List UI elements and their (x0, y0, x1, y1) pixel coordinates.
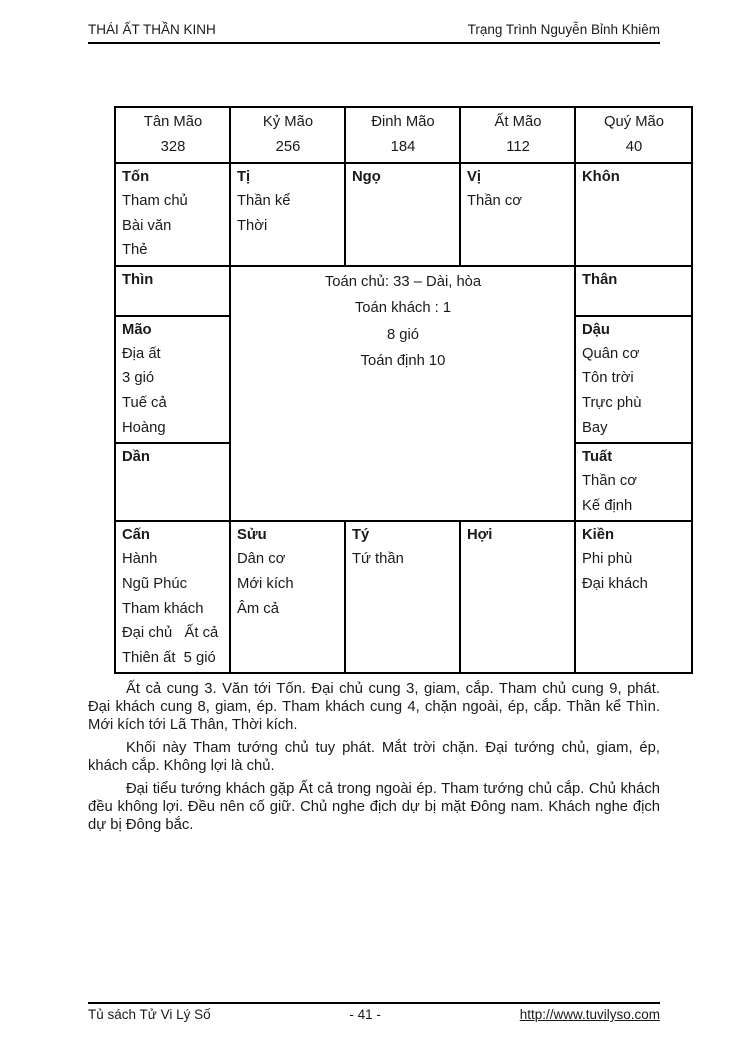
year-cell-at-mao (460, 107, 575, 163)
cell-line: Bài văn (122, 217, 172, 234)
cell-line: Tứ thần (352, 551, 404, 568)
palace-label: Tuất (582, 449, 613, 466)
palace-lines (582, 342, 686, 440)
year-cell-quy-mao (575, 107, 692, 163)
page-footer (88, 1002, 660, 1022)
palace-cell-dau (575, 316, 692, 443)
palace-row-middle-1 (115, 266, 692, 316)
palace-lines (582, 469, 686, 518)
palace-cell-tuat (575, 443, 692, 521)
year-cell-ky-mao (230, 107, 345, 163)
year-value: 184 (390, 139, 416, 155)
year-name: Kỷ Mão (262, 114, 314, 130)
year-cell-dinh-mao (345, 107, 460, 163)
cell-line: Thần kể (237, 193, 291, 209)
cell-line: Tuế cả (122, 394, 167, 411)
palace-cell-hoi (460, 521, 575, 673)
cell-line: Thiên ất 5 gió (122, 649, 216, 666)
cell-line: Địa ất (122, 345, 161, 362)
commentary-text (88, 680, 660, 839)
palace-row-top (115, 163, 692, 266)
palace-lines (237, 189, 339, 238)
cell-line: Hành (122, 551, 158, 568)
palace-label: Thân (582, 271, 618, 288)
palace-lines (582, 547, 686, 596)
year-value: 112 (506, 139, 530, 155)
cell-line: Bay (582, 419, 608, 436)
palace-lines (467, 189, 569, 214)
palace-lines (122, 342, 224, 440)
center-summary-cell (230, 266, 575, 522)
year-value: 40 (625, 139, 643, 155)
year-value: 256 (275, 139, 301, 155)
cell-line: 3 gió (122, 370, 155, 387)
palace-label: Tý (352, 527, 370, 544)
palace-label: Hợi (467, 527, 493, 544)
year-name: Ất Mão (494, 114, 542, 130)
palace-label: Tốn (122, 169, 150, 185)
page-header (88, 22, 660, 44)
cell-line: Toán chủ: 33 – Dài, hòa (324, 273, 482, 290)
year-row (115, 107, 692, 163)
palace-lines (352, 547, 454, 572)
palace-cell-thin (115, 266, 230, 316)
palace-label: Vị (467, 169, 481, 185)
palace-cell-mao (115, 316, 230, 443)
palace-cell-can (115, 521, 230, 673)
palace-label: Kiền (582, 527, 615, 544)
palace-cell-kien (575, 521, 692, 673)
cell-line: Phi phù (582, 551, 633, 568)
palace-cell-than (575, 266, 692, 316)
cell-line: Quân cơ (582, 345, 640, 362)
palace-label: Mão (122, 321, 152, 338)
year-name: Đinh Mão (371, 114, 435, 130)
cell-line: Thần cơ (582, 473, 637, 490)
palace-label: Ngọ (352, 169, 381, 185)
cell-line: Trực phù (582, 394, 642, 411)
book-title: THÁI ẤT THẦN KINH (88, 22, 216, 37)
palace-cell-suu (230, 521, 345, 673)
commentary-paragraph-3: Đại tiểu tướng khách gặp Ất cả trong ngoài ép. Tham tướng chủ cắp. Chủ khách đều không lợi. Đều nên cố giữ. Chủ nghe địch dự bị mặt Đông nam. Khách nghe địch dự bị Đông bắc. (88, 781, 660, 834)
cell-line: Mới kích (237, 575, 294, 592)
cell-line: Âm cả (237, 600, 279, 617)
palace-label: Dần (122, 449, 150, 466)
cell-line: Ngũ Phúc (122, 575, 187, 592)
cell-line: Tôn trời (582, 370, 634, 387)
cell-line: Thần cơ (467, 193, 522, 209)
palace-cell-ton (115, 163, 230, 266)
footer-website-link[interactable]: http://www.tuvilyso.com (519, 1007, 660, 1022)
cell-line: Đại khách (582, 575, 648, 592)
palace-lines (122, 547, 224, 670)
page-number: - 41 - (349, 1007, 381, 1022)
cell-line: Tham chủ (122, 193, 188, 209)
cell-line: Toán khách : 1 (354, 300, 452, 317)
commentary-paragraph-2: Khối này Tham tướng chủ tuy phát. Mắt trời chặn. Đại tướng chủ, giam, ép, khách cắp. Không lợi là chủ. (88, 740, 660, 775)
palace-lines (122, 189, 224, 263)
palace-cell-ngo (345, 163, 460, 266)
year-name: Quý Mão (603, 114, 665, 130)
commentary-paragraph-1: Ất cả cung 3. Văn tới Tốn. Đại chủ cung 3, giam, cắp. Tham chủ cung 9, phát. Đại khách cung 8, giam, ép. Tham khách cung 4, chặn ngoài, ép, cắp. Thần kể Thìn. Mới kích tới Lã Thân, Thời kích. (88, 681, 660, 734)
palace-label: Thìn (122, 271, 154, 288)
thai-at-chart (114, 106, 693, 674)
cell-line: 8 gió (386, 326, 420, 343)
palace-row-bottom (115, 521, 692, 673)
cell-line: Thời (237, 217, 268, 234)
year-name: Tân Mão (143, 114, 203, 130)
cell-line: Tham khách (122, 600, 204, 617)
center-summary-lines (237, 269, 569, 375)
author-name: Trạng Trình Nguyễn Bỉnh Khiêm (467, 22, 660, 37)
palace-label: Sửu (237, 527, 267, 544)
palace-label: Cấn (122, 527, 150, 544)
palace-label: Tị (237, 169, 251, 185)
cell-line: Kế định (582, 497, 633, 514)
palace-label: Khôn (582, 169, 620, 185)
palace-cell-khon (575, 163, 692, 266)
palace-cell-ty (345, 521, 460, 673)
year-value: 328 (160, 139, 186, 155)
palace-cell-ti (230, 163, 345, 266)
cell-line: Hoàng (122, 419, 166, 436)
palace-label: Dậu (582, 321, 610, 338)
cell-line: Dân cơ (237, 551, 286, 568)
year-cell-tan-mao (115, 107, 230, 163)
cell-line: Đại chủ Ất cả (122, 625, 219, 642)
cell-line: Toán định 10 (360, 353, 446, 370)
footer-series-title: Tủ sách Tử Vi Lý Số (88, 1007, 211, 1022)
cell-line: Thẻ (122, 242, 148, 259)
palace-cell-vi (460, 163, 575, 266)
palace-cell-dan (115, 443, 230, 521)
palace-lines (237, 547, 339, 621)
